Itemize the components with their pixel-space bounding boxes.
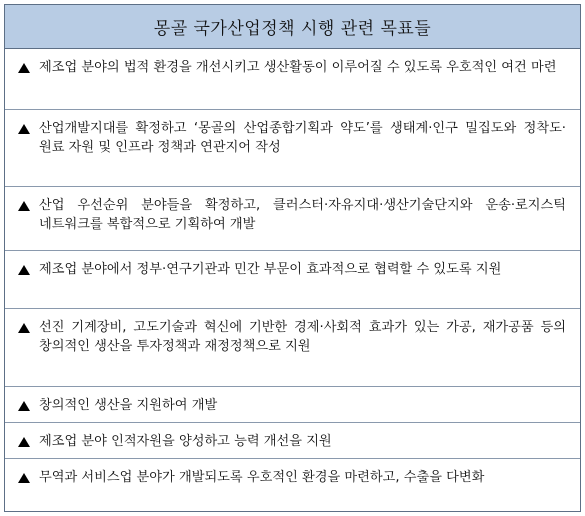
triangle-bullet-icon xyxy=(18,323,30,333)
list-item-text: 무역과 서비스업 분야가 개발되도록 우호적인 환경을 마련하고, 수출을 다변화 xyxy=(39,470,485,485)
table-title: 몽골 국가산업정책 시행 관련 목표들 xyxy=(5,5,580,49)
list-item xyxy=(5,308,580,386)
list-item xyxy=(5,458,580,511)
list-item-text: 제조업 분야에서 정부·연구기관과 민간 부문이 효과적으로 협력할 수 있도록 지원 xyxy=(39,262,502,277)
list-item-text: 제조업 분야 인적자원을 양성하고 능력 개선을 지원 xyxy=(39,434,332,449)
list-item-text: 산업 우선순위 분야들을 확정하고, 클러스터·자유지대·생산기술단지와 운송·로지스틱 네트워크를 복합적으로 기획하여 개발 xyxy=(39,198,566,232)
triangle-bullet-icon xyxy=(18,401,30,411)
list-item xyxy=(5,422,580,458)
triangle-bullet-icon xyxy=(18,473,30,483)
list-item xyxy=(5,109,580,186)
list-item-text: 선진 기계장비, 고도기술과 혁신에 기반한 경제·사회적 효과가 있는 가공, 재가공품 등의 창의적인 생산을 투자정책과 재정정책으로 지원 xyxy=(39,320,566,354)
list-item-text: 제조업 분야의 법적 환경을 개선시키고 생산활동이 이루어질 수 있도록 우호적인 여건 마련 xyxy=(39,60,557,75)
list-item xyxy=(5,386,580,422)
list-item xyxy=(5,49,580,109)
policy-goals-table xyxy=(4,4,581,512)
triangle-bullet-icon xyxy=(18,265,30,275)
triangle-bullet-icon xyxy=(18,201,30,211)
list-item xyxy=(5,186,580,250)
triangle-bullet-icon xyxy=(18,437,30,447)
triangle-bullet-icon xyxy=(18,63,30,73)
list-item-text: 창의적인 생산을 지원하여 개발 xyxy=(39,398,218,413)
list-item xyxy=(5,250,580,308)
triangle-bullet-icon xyxy=(18,124,30,134)
list-item-text: 산업개발지대를 확정하고 ‘몽골의 산업종합기획과 약도’를 생태계·인구 밀집도와 정착도·원료 자원 및 인프라 정책과 연관지어 작성 xyxy=(39,121,566,155)
